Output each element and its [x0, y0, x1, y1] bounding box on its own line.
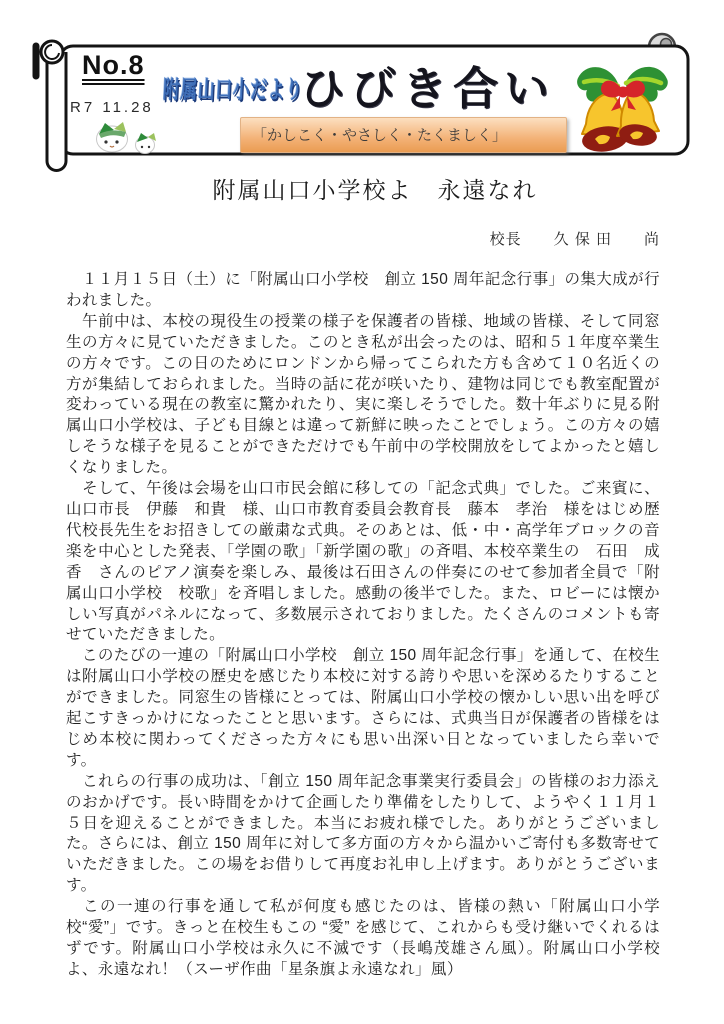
issue-date: R7 11.28 — [70, 99, 154, 116]
newsletter-title: ひびき合い — [300, 63, 556, 114]
paragraph: このたびの一連の「附属山口小学校 創立 150 周年記念行事」を通して、在校生は附属山口小学校の歴史を感じたり本校に対する誇りや思いを深めるたりすることができました。同窓生の皆様にとっては、附属山口小学校の懐かしい思い出を呼び起こすきっかけになったことと思います。さらには、式典当日が保護者の皆様をはじめ本校に関わってくださった方々にも思い出深い日となっていましたら幸いです。 — [66, 647, 660, 769]
cat-mascot-icon — [90, 120, 162, 156]
article-title: 附属山口小学校よ 永遠なれ — [212, 177, 538, 203]
article-body — [66, 270, 660, 981]
paragraph: 午前中は、本校の現役生の授業の様子を保護者の皆様、地域の皆様、そして同窓生の方々に見ていただきました。このとき私が出会ったのは、昭和５１年度卒業生の方々です。この日のためにロンドンから帰ってこられた方も含めて１０名近くの方が集結しておられました。当時の話に花が咲いたり、建物は同じでも教室配置が変わっている現在の教室に驚かれたり、実に楽しそうでした。数十年ぶりに見る附属山口小学校は、子ども目線とは違って新鮮に映ったことでしょう。この方々の嬉しそうな様子を見ることができただけでも午前中の学校開放をしてよかったと嬉しくなりました。 — [66, 312, 660, 477]
paragraph: これらの行事の成功は、「創立 150 周年記念事業実行委員会」の皆様のお力添えのおかげです。長い時間をかけて企画したり準備をしたりして、ようやく１１月１５日を迎えることができました。本当にお疲れ様でした。ありがとうございました。さらには、創立 150 周年に対して多方面の方々から温かいご寄付も多数寄せていただきました。この場をお借りして再度お礼申し上げます。ありがとうございます。 — [66, 772, 660, 895]
newsletter-name: 附属山口小だより — [162, 77, 304, 104]
motto-text: 「かしこく・やさしく・たくましく」 — [252, 127, 508, 144]
christmas-bells-icon — [572, 52, 672, 156]
paragraph: この一連の行事を通して私が何度も感じたのは、皆様の熱い「附属山口小学校“愛”」です。きっと在校生もこの “愛” を感じて、これからも受け継いでくれるはずです。附属山口小学校は永久に不滅です（長嶋茂雄さん風）。附属山口小学校よ、永遠なれ！（スーザ作曲「星条旗よ永遠なれ」風） — [66, 898, 660, 978]
paragraph: １１月１５日（土）に「附属山口小学校 創立 150 周年記念行事」の集大成が行われました。 — [66, 271, 660, 309]
scroll-roll-left — [47, 52, 66, 171]
issue-number: No.8 — [82, 50, 145, 80]
motto-banner — [240, 117, 567, 153]
article-byline: 校長 久 保 田 尚 — [489, 231, 660, 248]
paragraph: そして、午後は会場を山口市民会館に移しての「記念式典」でした。ご来賓に、山口市長 伊藤 和貴 様、山口市教育委員会教育長 藤本 孝治 様をはじめ歴代校長先生をお招きしての厳粛な式典。そのあとは、低・中・高学年ブロックの音楽を中心とした発表、「学園の歌」「新学園の歌」の斉唱、本校卒業生の 石田 成香 さんのピアノ演奏を楽しみ、最後は石田さんの伴奏にのせて参加者全員で「附属山口小学校 校歌」を斉唱しました。感動の後半でした。また、ロビーには懐かしい写真がパネルになって、多数展示されておりました。たくさんのコメントも寄せていただきました。 — [66, 480, 660, 644]
